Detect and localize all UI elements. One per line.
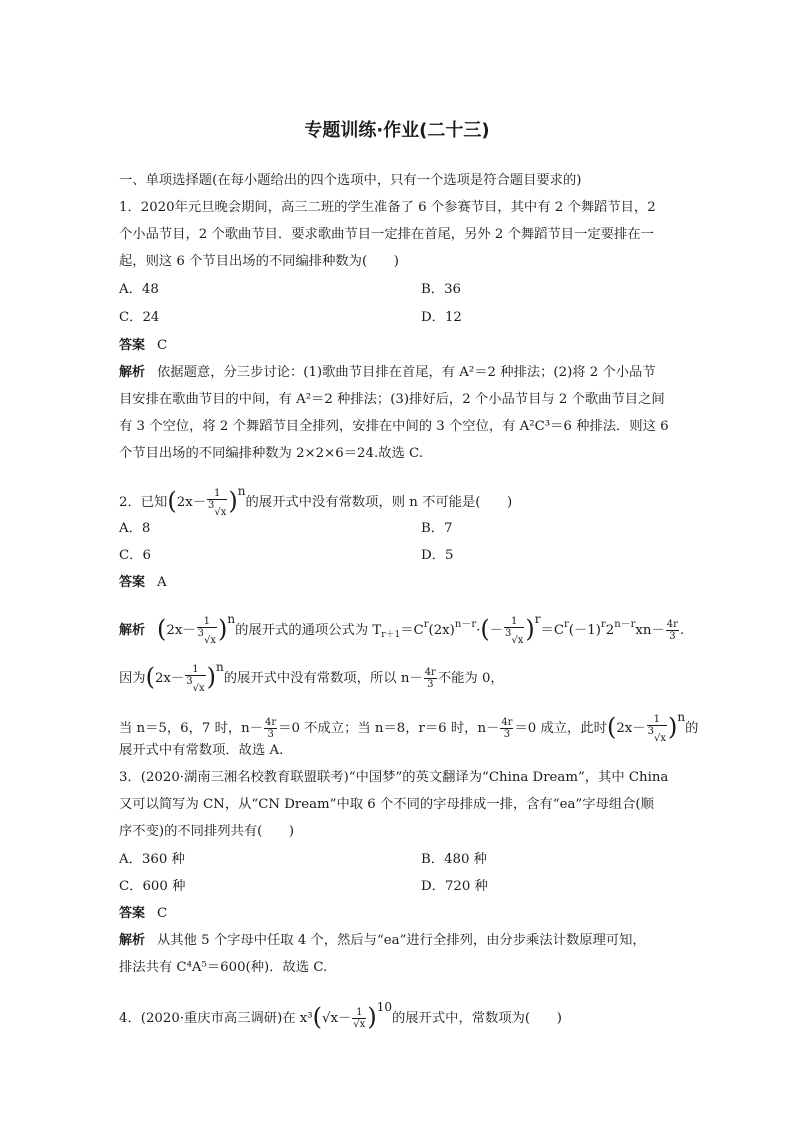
- q4-prefix: 4．(2020·重庆市高三调研)在 x³: [119, 1011, 313, 1026]
- fraction: $\frac{1}{√x}$: [353, 1007, 366, 1030]
- q2-answer-value: A: [157, 575, 167, 590]
- q2-option-c: C．6: [119, 548, 151, 563]
- fraction: $\frac{4r}{3}$: [666, 619, 678, 642]
- q3-line-3: 序不变)的不同排列共有( ): [119, 824, 295, 839]
- q1-option-b: B．36: [421, 282, 461, 297]
- analysis-tag: 解析: [119, 623, 146, 638]
- q2-analysis-3a: 当 n＝5，6，7 时，n－: [119, 721, 264, 736]
- q1-line-1: 1．2020年元旦晚会期间，高三二班的学生准备了 6 个参赛节目，其中有 2 个舞蹈节目，2: [119, 200, 656, 215]
- q2-suffix: 的展开式中没有常数项，则 n 不可能是( ): [245, 495, 513, 510]
- page-title: 专题训练·作业(二十三): [304, 120, 490, 141]
- q2-analysis-end-2: 不能为 0，: [437, 671, 504, 686]
- q1-line-2: 个小品节目，2 个歌曲节目．要求歌曲节目一定排在首尾，另外 2 个舞蹈节目一定要排在一: [119, 227, 654, 242]
- q3-option-c: C．600 种: [119, 879, 186, 894]
- section-heading: 一、单项选择题(在每小题给出的四个选项中，只有一个选项是符合题目要求的): [119, 173, 582, 188]
- q2-answer: [119, 574, 679, 592]
- q3-line-1: 3．(2020·湖南三湘名校教育联盟联考)“中国梦”的英文翻译为“China Dream”，其中 China: [119, 770, 669, 785]
- fraction: $\frac{1}{3√x}$: [505, 615, 524, 646]
- q2-analysis-text-1: 的展开式的通项公式为 T: [235, 623, 382, 638]
- q2-analysis-line-1: 解析 (2x－ $\frac{1}{3√x}$ )n的展开式的通项公式为 $T_{r+1}=C^r(2x)^{n-r}\cdot(-$ $\frac{1}{3√x}$ )$r=C^r(-1)^r2^{n-r}xn-$ $\frac{4r}{3}$ .: [119, 612, 685, 646]
- fraction: $\frac{4r}{3}$: [424, 667, 436, 690]
- fraction: $\frac{1}{3√x}$: [208, 487, 227, 518]
- q3-option-d: D．720 种: [421, 879, 488, 894]
- fraction: $\frac{4r}{3}$: [501, 717, 513, 740]
- q2-stem: 2．已知(2x－ $\frac{1}{3√x}$ )n的展开式中没有常数项，则 n 不可能是( ): [119, 484, 513, 518]
- q3-answer: [119, 905, 679, 923]
- q1-analysis-text-1: 依据题意，分三步讨论：(1)歌曲节目排在首尾，有 A²＝2 种排法；(2)将 2 个小品节: [157, 365, 656, 380]
- answer-tag: 答案: [119, 338, 146, 353]
- q4-stem: 4．(2020·重庆市高三调研)在 x³(√x－ $\frac{1}{√x}$ )10的展开式中，常数项为( ): [119, 1000, 562, 1031]
- answer-tag: 答案: [119, 575, 146, 590]
- q1-option-a: A．48: [119, 282, 159, 297]
- q2-analysis-line-2: 因为(2x－ $\frac{1}{3√x}$ )n的展开式中没有常数项，所以 n－ $\frac{4r}{3}$ 不能为 0，: [119, 660, 504, 694]
- q1-analysis-line-2: 目安排在歌曲节目的中间，有 A²＝2 种排法；(3)排好后，2 个小品节目与 2 个歌曲节目之间: [119, 392, 665, 407]
- q2-analysis-line-3: 当 n＝5，6，7 时，n－ $\frac{4r}{3}$ ＝0 不成立；当 n＝8，r＝6 时，n－ $\frac{4r}{3}$ ＝0 成立，此时(2x－ $\frac{1}{3√x}$ )n的: [119, 710, 699, 744]
- q2-analysis-line-4: 展开式中有常数项．故选 A.: [119, 743, 284, 758]
- q3-option-b: B．480 种: [421, 852, 487, 867]
- answer-tag: 答案: [119, 906, 146, 921]
- q2-option-a: A．8: [119, 521, 151, 536]
- q1-analysis-line-4: 个节目出场的不同编排种数为 2×2×6＝24.故选 C.: [119, 446, 423, 461]
- q2-prefix: 2．已知: [119, 495, 168, 510]
- q2-option-d: D．5: [421, 548, 454, 563]
- q2-option-b: B．7: [421, 521, 453, 536]
- q1-option-c: C．24: [119, 310, 160, 325]
- q3-analysis-line-1: [119, 932, 679, 950]
- q3-analysis-text-1: 从其他 5 个字母中任取 4 个，然后与“ea”进行全排列，由分步乘法计数原理可知，: [157, 933, 646, 948]
- q1-answer: [119, 337, 679, 355]
- fraction: $\frac{1}{3√x}$: [197, 615, 217, 646]
- fraction: $\frac{4r}{3}$: [265, 717, 277, 740]
- q3-answer-value: C: [157, 906, 168, 921]
- q2-analysis-suffix-2: 的展开式中没有常数项，所以 n－: [223, 671, 423, 686]
- analysis-tag: 解析: [119, 933, 146, 948]
- q1-analysis-line-3: 有 3 个空位，将 2 个舞蹈节目全排列，安排在中间的 3 个空位，有 A²C³＝6 种排法．则这 6: [119, 419, 669, 434]
- q1-analysis-line-1: [119, 364, 679, 382]
- q1-line-3: 起，则这 6 个节目出场的不同编排种数为( ): [119, 254, 399, 269]
- q3-option-a: A．360 种: [119, 852, 185, 867]
- q2-analysis-3c: ＝0 成立，此时: [514, 721, 607, 736]
- q1-answer-value: C: [157, 338, 168, 353]
- q3-analysis-line-2: 排法共有 C⁴A⁵＝600(种)．故选 C.: [119, 960, 328, 975]
- q4-suffix: 的展开式中，常数项为( ): [391, 1011, 562, 1026]
- fraction: $\frac{1}{3√x}$: [186, 663, 205, 694]
- analysis-tag: 解析: [119, 365, 146, 380]
- fraction: $\frac{1}{3√x}$: [647, 713, 666, 744]
- q3-line-2: 又可以简写为 CN，从“CN Dream”中取 6 个不同的字母排成一排，含有“ea”字母组合(顺: [119, 797, 654, 812]
- q1-option-d: D．12: [421, 310, 462, 325]
- q2-analysis-3b: ＝0 不成立；当 n＝8，r＝6 时，n－: [278, 721, 500, 736]
- q2-analysis-prefix-2: 因为: [119, 671, 146, 686]
- q2-analysis-3d: 的: [685, 721, 699, 736]
